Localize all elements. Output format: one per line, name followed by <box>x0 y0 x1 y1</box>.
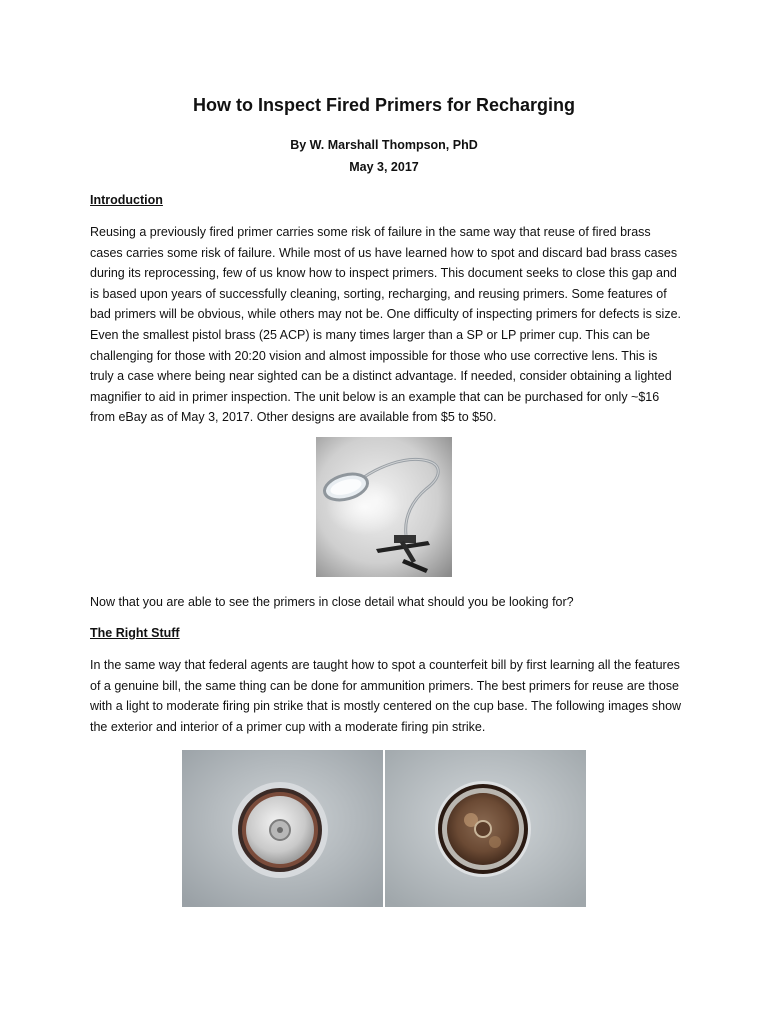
right-stuff-heading: The Right Stuff <box>90 626 180 640</box>
document-author: By W. Marshall Thompson, PhD <box>290 138 478 152</box>
primer-interior-photo <box>385 750 586 907</box>
right-stuff-paragraph: In the same way that federal agents are taught how to spot a counterfeit bill by first learning all the features of a genuine bill, the same thing can be done for ammunition primers. The best primers for reuse are those with a light to moderate firing pin strike that is mostly centered on the cup base. The following images show the exterior and interior of a primer cup with a moderate firing pin strike. <box>90 658 682 734</box>
introduction-heading: Introduction <box>90 193 163 207</box>
introduction-paragraph: Reusing a previously fired primer carries some risk of failure in the same way that reuse of fired brass cases carries some risk of failure. While most of us have learned how to spot and discard bad brass cases during its reprocessing, few of us know how to inspect primers. This document seeks to close this gap and is based upon years of successfully cleaning, sorting, recharging, and reusing primers. Some features of bad primers will be obvious, while others may not be. One difficulty of inspecting primers for defects is size. Even the smallest pistol brass (25 ACP) is many times larger than a SP or LP primer cup. This can be challenging for those with 20:20 vision and almost impossible for those who use corrective lens. This is truly a case where being near sighted can be a distinct advantage. If needed, consider obtaining a lighted magnifier to aid in primer inspection. The unit below is an example that can be purchased for only ~$16 from eBay as of May 3, 2017. Other designs are available from $5 to $50. <box>90 225 682 425</box>
after-magnifier-paragraph: Now that you are able to see the primers in close detail what should you be looking for? <box>90 595 574 609</box>
primer-exterior-photo <box>182 750 383 907</box>
lighted-magnifier-photo <box>316 437 452 577</box>
document-date: May 3, 2017 <box>349 160 419 174</box>
document-title: How to Inspect Fired Primers for Recharging <box>192 95 576 115</box>
